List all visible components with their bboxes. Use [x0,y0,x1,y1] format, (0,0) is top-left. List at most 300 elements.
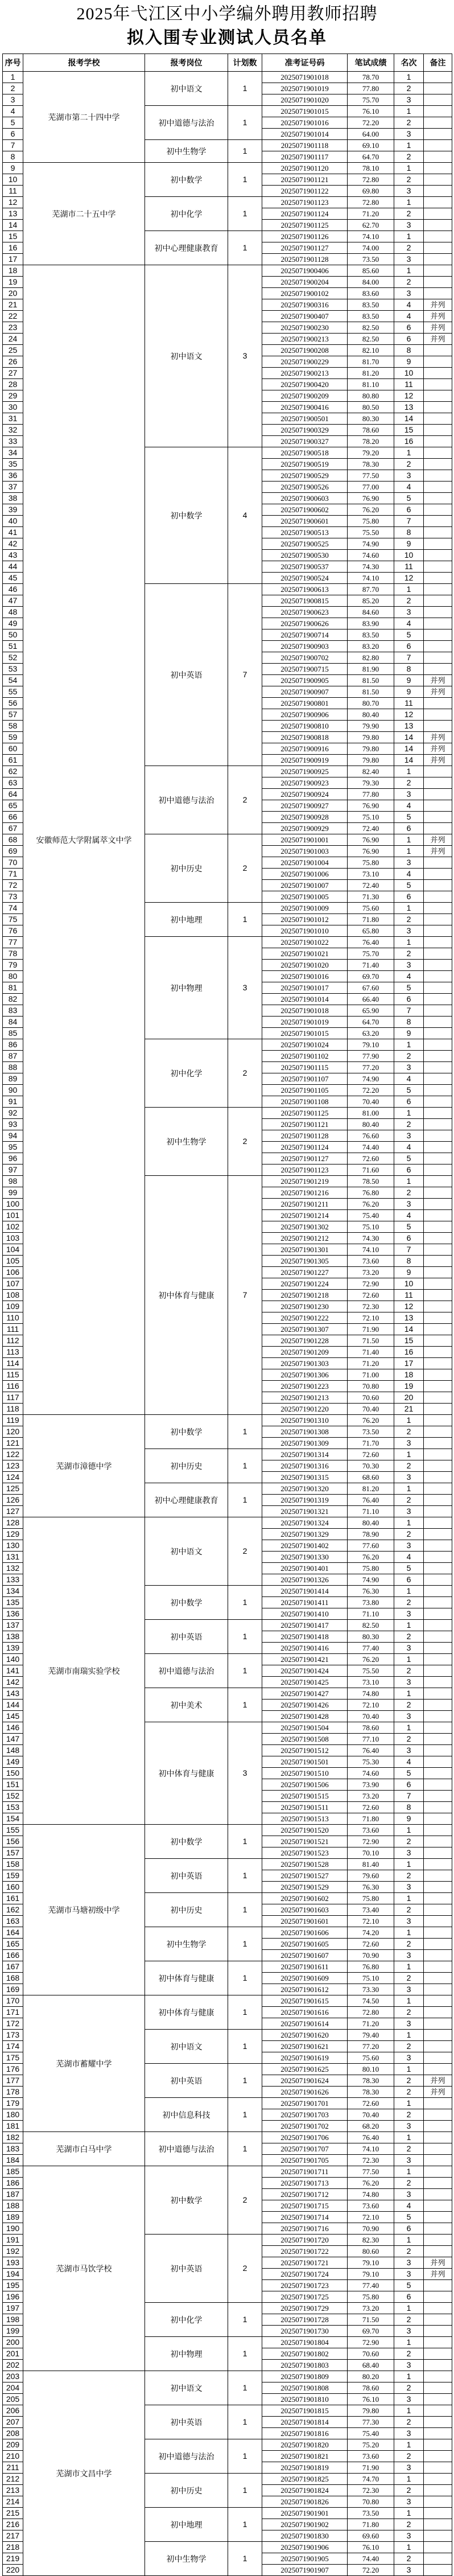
note-cell [424,1187,452,1199]
row-index: 34 [3,447,23,459]
row-index: 15 [3,231,23,242]
score-cell: 74.90 [348,1073,394,1085]
rank-cell: 3 [394,1677,424,1688]
note-cell [424,1734,452,1745]
ticket-number-cell: 2025071900519 [262,459,348,470]
note-cell [424,1939,452,1950]
rank-cell: 2 [394,914,424,925]
row-index: 205 [3,2394,23,2405]
plan-count-cell: 1 [228,197,262,231]
plan-count-cell: 1 [228,2474,262,2508]
rank-cell: 3 [394,2462,424,2474]
row-index: 146 [3,1722,23,1734]
rank-cell: 10 [394,368,424,379]
row-index: 174 [3,2041,23,2052]
ticket-number-cell: 2025071901305 [262,1256,348,1267]
plan-count-cell: 1 [228,2132,262,2166]
row-index: 9 [3,163,23,174]
ticket-number-cell: 2025071901808 [262,2382,348,2394]
post-cell: 初中道德与法治 [145,1654,228,1688]
post-cell: 初中数学 [145,1415,228,1449]
score-cell: 85.20 [348,595,394,607]
ticket-number-cell: 2025071901720 [262,2235,348,2246]
note-cell [424,2439,452,2451]
note-cell [424,607,452,618]
rank-cell: 3 [394,220,424,231]
rank-cell: 1 [394,1688,424,1699]
score-cell: 72.60 [348,1449,394,1460]
score-cell: 74.70 [348,2474,394,2485]
rank-cell: 1 [394,2030,424,2041]
score-cell: 70.80 [348,1381,394,1392]
ticket-number-cell: 2025071901126 [262,231,348,242]
note-cell [424,2030,452,2041]
ticket-number-cell: 2025071901124 [262,1142,348,1153]
post-cell: 初中化学 [145,2303,228,2337]
row-index: 69 [3,846,23,857]
plan-count-cell: 3 [228,1722,262,1825]
ticket-number-cell: 2025071901102 [262,1051,348,1062]
row-index: 55 [3,686,23,698]
note-cell [424,698,452,709]
rank-cell: 1 [394,1722,424,1734]
rank-cell: 1 [394,2405,424,2417]
note-cell [424,1073,452,1085]
rank-cell: 1 [394,1039,424,1051]
row-index: 50 [3,629,23,641]
rank-cell: 1 [394,2508,424,2519]
score-cell: 72.90 [348,1836,394,1847]
plan-count-cell: 2 [228,1108,262,1176]
score-cell: 72.90 [348,1278,394,1290]
post-cell: 初中历史 [145,1449,228,1483]
post-cell: 初中生物学 [145,2542,228,2576]
score-cell: 73.20 [348,2303,394,2314]
rank-cell: 2 [394,595,424,607]
row-index: 77 [3,937,23,948]
score-cell: 76.40 [348,2132,394,2143]
row-index: 13 [3,208,23,220]
candidate-table [2,54,452,2576]
rank-cell: 3 [394,1643,424,1654]
row-index: 159 [3,1870,23,1882]
plan-count-cell: 1 [228,1483,262,1517]
note-cell [424,2519,452,2530]
row-index: 172 [3,2018,23,2030]
ticket-number-cell: 2025071901302 [262,1221,348,1233]
row-index: 118 [3,1404,23,1415]
row-index: 65 [3,800,23,812]
row-index: 142 [3,1677,23,1688]
rank-cell: 1 [394,584,424,595]
plan-count-cell: 1 [228,1825,262,1859]
note-cell [424,1176,452,1187]
row-index: 109 [3,1301,23,1312]
rank-cell: 11 [394,561,424,573]
row-index: 206 [3,2405,23,2417]
note-cell [424,2553,452,2565]
note-cell [424,1631,452,1643]
note-cell [424,1438,452,1449]
ticket-number-cell: 2025071901127 [262,242,348,254]
score-cell: 64.00 [348,129,394,140]
post-cell: 初中语文 [145,2030,228,2064]
ticket-number-cell: 2025071901521 [262,1836,348,1847]
score-cell: 76.60 [348,1130,394,1142]
post-cell: 初中语文 [145,1517,228,1586]
row-index: 39 [3,504,23,516]
rank-cell: 14 [394,732,424,743]
ticket-number-cell: 2025071901121 [262,174,348,186]
row-index: 102 [3,1221,23,1233]
ticket-number-cell: 2025071901020 [262,960,348,971]
row-index: 115 [3,1369,23,1381]
score-cell: 80.30 [348,1631,394,1643]
note-cell [424,2064,452,2075]
note-cell [424,1324,452,1335]
ticket-number-cell: 2025071901128 [262,254,348,265]
ticket-number-cell: 2025071901016 [262,117,348,129]
note-cell [424,1335,452,1347]
note-cell [424,151,452,163]
score-cell: 78.60 [348,1722,394,1734]
ticket-number-cell: 2025071901123 [262,1164,348,1176]
row-index: 59 [3,732,23,743]
row-index: 138 [3,1631,23,1643]
rank-cell: 5 [394,1153,424,1164]
ticket-number-cell: 2025071901616 [262,2007,348,2018]
row-index: 85 [3,1028,23,1039]
plan-count-cell: 2 [228,834,262,903]
ticket-number-cell: 2025071901306 [262,1369,348,1381]
ticket-number-cell: 2025071901802 [262,2348,348,2360]
ticket-number-cell: 2025071901010 [262,925,348,937]
post-cell: 初中英语 [145,1620,228,1654]
note-cell [424,1392,452,1404]
post-cell: 初中物理 [145,937,228,1039]
ticket-number-cell: 2025071901824 [262,2485,348,2496]
row-index: 130 [3,1540,23,1552]
row-index: 67 [3,823,23,834]
rank-cell: 2 [394,1460,424,1472]
note-cell: 并列 [424,675,452,686]
note-cell [424,1426,452,1438]
ticket-number-cell: 2025071901123 [262,197,348,208]
score-cell: 76.20 [348,2178,394,2189]
plan-count-cell: 1 [228,1893,262,1927]
ticket-number-cell: 2025071901416 [262,1643,348,1654]
rank-cell: 3 [394,2565,424,2576]
row-index: 20 [3,288,23,299]
note-cell [424,2360,452,2371]
note-cell [424,2451,452,2462]
score-cell: 81.70 [348,356,394,368]
post-cell: 初中英语 [145,2235,228,2303]
score-cell: 76.90 [348,800,394,812]
ticket-number-cell: 2025071901512 [262,1745,348,1756]
note-cell [424,2337,452,2348]
note-cell [424,994,452,1005]
rank-cell: 2 [394,242,424,254]
ticket-number-cell: 2025071901606 [262,1927,348,1939]
post-cell: 初中历史 [145,2474,228,2508]
note-cell [424,1358,452,1369]
row-index: 201 [3,2348,23,2360]
ticket-number-cell: 2025071901511 [262,1802,348,1813]
score-cell: 79.90 [348,721,394,732]
row-index: 95 [3,1142,23,1153]
note-cell [424,1381,452,1392]
row-index: 43 [3,550,23,561]
plan-count-cell: 1 [228,2098,262,2132]
score-cell: 71.40 [348,960,394,971]
row-index: 27 [3,368,23,379]
post-cell: 初中英语 [145,584,228,766]
post-cell: 初中语文 [145,2371,228,2405]
score-cell: 71.80 [348,914,394,925]
score-cell: 76.40 [348,1495,394,1506]
row-index: 191 [3,2235,23,2246]
note-cell [424,129,452,140]
note-cell [424,2166,452,2178]
ticket-number-cell: 2025071900626 [262,618,348,629]
ticket-number-cell: 2025071901230 [262,1301,348,1312]
note-cell [424,777,452,789]
ticket-number-cell: 2025071901523 [262,1847,348,1859]
row-index: 182 [3,2132,23,2143]
ticket-number-cell: 2025071900529 [262,470,348,482]
ticket-number-cell: 2025071901424 [262,1665,348,1677]
rank-cell: 5 [394,812,424,823]
score-cell: 76.30 [348,1882,394,1893]
rank-cell: 3 [394,857,424,869]
header-plan: 计划数 [228,54,262,72]
score-cell: 80.80 [348,390,394,402]
rank-cell: 6 [394,1574,424,1586]
note-cell [424,1153,452,1164]
ticket-number-cell: 2025071901005 [262,891,348,903]
ticket-number-cell: 2025071901212 [262,1233,348,1244]
note-cell [424,709,452,721]
row-index: 202 [3,2360,23,2371]
rank-cell: 3 [394,1984,424,1995]
score-cell: 80.10 [348,2064,394,2075]
row-index: 196 [3,2291,23,2303]
row-index: 190 [3,2223,23,2235]
row-index: 56 [3,698,23,709]
ticket-number-cell: 2025071900526 [262,482,348,493]
plan-count-cell: 1 [228,2030,262,2064]
score-cell: 83.50 [348,629,394,641]
rank-cell: 2 [394,1665,424,1677]
ticket-number-cell: 2025071900327 [262,436,348,447]
rank-cell: 2 [394,1870,424,1882]
row-index: 151 [3,1779,23,1791]
post-cell: 初中历史 [145,1893,228,1927]
score-cell: 77.30 [348,2417,394,2428]
note-cell [424,277,452,288]
score-cell: 80.50 [348,402,394,413]
ticket-number-cell: 2025071900416 [262,402,348,413]
ticket-number-cell: 2025071901626 [262,2087,348,2098]
row-index: 168 [3,1973,23,1984]
row-index: 187 [3,2189,23,2200]
score-cell: 74.20 [348,1927,394,1939]
row-index: 1 [3,72,23,83]
note-cell [424,1210,452,1221]
row-index: 47 [3,595,23,607]
ticket-number-cell: 2025071901625 [262,2064,348,2075]
row-index: 90 [3,1085,23,1096]
rank-cell: 1 [394,834,424,846]
rank-cell: 4 [394,1552,424,1563]
ticket-number-cell: 2025071901826 [262,2496,348,2508]
ticket-number-cell: 2025071901815 [262,2405,348,2417]
ticket-number-cell: 2025071900603 [262,493,348,504]
rank-cell: 3 [394,94,424,106]
score-cell: 72.80 [348,197,394,208]
rank-cell: 14 [394,1324,424,1335]
ticket-number-cell: 2025071901426 [262,1699,348,1711]
rank-cell: 6 [394,823,424,834]
score-cell: 72.60 [348,1939,394,1950]
post-cell: 初中心理健康教育 [145,1483,228,1517]
rank-cell: 2 [394,1734,424,1745]
score-cell: 70.40 [348,1711,394,1722]
rank-cell: 6 [394,322,424,334]
row-index: 208 [3,2428,23,2439]
rank-cell: 1 [394,231,424,242]
ticket-number-cell: 2025071901513 [262,1813,348,1825]
score-cell: 76.10 [348,2542,394,2553]
ticket-number-cell: 2025071900903 [262,641,348,652]
ticket-number-cell: 2025071901611 [262,1961,348,1973]
score-cell: 80.40 [348,1517,394,1529]
ticket-number-cell: 2025071901902 [262,2519,348,2530]
plan-count-cell: 1 [228,2508,262,2542]
school-cell: 芜湖市马塘初级中学 [23,1825,145,1995]
note-cell [424,140,452,151]
score-cell: 72.20 [348,1085,394,1096]
ticket-number-cell: 2025071900925 [262,766,348,777]
header-ticket: 准考证号码 [262,54,348,72]
score-cell: 67.60 [348,982,394,994]
school-cell: 芜湖市第二十四中学 [23,72,145,163]
score-cell: 76.20 [348,1552,394,1563]
ticket-number-cell: 2025071901723 [262,2280,348,2291]
rank-cell: 3 [394,1062,424,1073]
row-index: 180 [3,2109,23,2121]
rank-cell: 4 [394,1142,424,1153]
score-cell: 72.30 [348,2155,394,2166]
score-cell: 76.80 [348,1961,394,1973]
row-index: 73 [3,891,23,903]
row-index: 173 [3,2030,23,2041]
ticket-number-cell: 2025071901425 [262,1677,348,1688]
note-cell [424,1483,452,1495]
rank-cell: 1 [394,2166,424,2178]
row-index: 193 [3,2257,23,2269]
row-index: 80 [3,971,23,982]
score-cell: 72.10 [348,1916,394,1927]
note-cell [424,2223,452,2235]
rank-cell: 2 [394,277,424,288]
header-index: 序号 [3,54,23,72]
ticket-number-cell: 2025071901701 [262,2098,348,2109]
school-cell: 芜湖市白马中学 [23,2132,145,2166]
note-cell [424,1870,452,1882]
rank-cell: 6 [394,1164,424,1176]
score-cell: 71.50 [348,2314,394,2326]
row-index: 117 [3,1392,23,1404]
note-cell [424,1950,452,1961]
row-index: 22 [3,311,23,322]
note-cell [424,1142,452,1153]
plan-count-cell: 1 [228,2064,262,2098]
note-cell [424,2371,452,2382]
score-cell: 77.00 [348,482,394,493]
row-index: 211 [3,2462,23,2474]
note-cell: 并列 [424,834,452,846]
note-cell [424,254,452,265]
score-cell: 70.30 [348,1460,394,1472]
row-index: 107 [3,1278,23,1290]
rank-cell: 2 [394,2519,424,2530]
score-cell: 72.10 [348,1312,394,1324]
score-cell: 69.60 [348,2530,394,2542]
note-cell [424,1278,452,1290]
ticket-number-cell: 2025071901615 [262,1995,348,2007]
score-cell: 79.10 [348,2269,394,2280]
score-cell: 74.30 [348,1233,394,1244]
rank-cell: 4 [394,311,424,322]
rank-cell: 1 [394,1620,424,1631]
note-cell [424,83,452,94]
row-index: 185 [3,2166,23,2178]
rank-cell: 8 [394,1256,424,1267]
score-cell: 74.10 [348,1244,394,1256]
row-index: 175 [3,2052,23,2064]
rank-cell: 3 [394,2496,424,2508]
row-index: 120 [3,1426,23,1438]
score-cell: 77.80 [348,83,394,94]
ticket-number-cell: 2025071901703 [262,2109,348,2121]
note-cell [424,641,452,652]
score-cell: 70.40 [348,1096,394,1108]
header-rank: 名次 [394,54,424,72]
score-cell: 78.30 [348,2087,394,2098]
rank-cell: 3 [394,1130,424,1142]
row-index: 53 [3,664,23,675]
row-index: 2 [3,83,23,94]
score-cell: 70.10 [348,1847,394,1859]
rank-cell: 3 [394,2257,424,2269]
score-cell: 82.50 [348,334,394,345]
ticket-number-cell: 2025071901820 [262,2439,348,2451]
score-cell: 75.10 [348,1221,394,1233]
plan-count-cell: 7 [228,584,262,766]
note-cell: 并列 [424,299,452,311]
note-cell [424,1961,452,1973]
ticket-number-cell: 2025071900230 [262,322,348,334]
note-cell [424,2143,452,2155]
row-index: 169 [3,1984,23,1995]
rank-cell: 8 [394,1802,424,1813]
row-index: 134 [3,1586,23,1597]
score-cell: 76.90 [348,846,394,857]
rank-cell: 3 [394,1916,424,1927]
note-cell [424,584,452,595]
